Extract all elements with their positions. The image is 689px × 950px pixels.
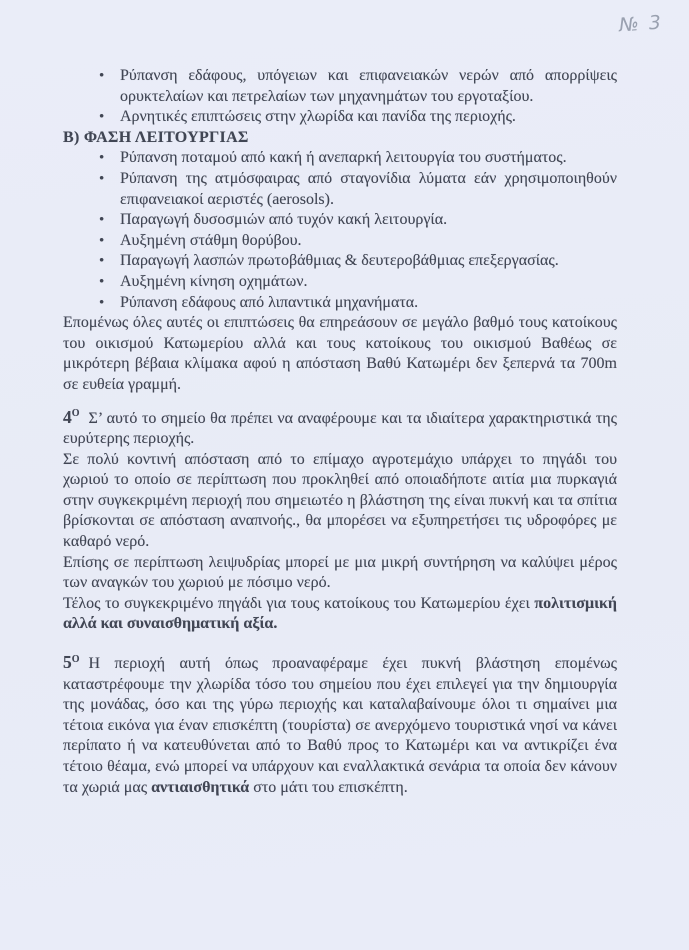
bullet-icon: • <box>99 232 105 249</box>
bullet-icon: • <box>99 150 105 167</box>
list-item-text: Ρύπανση εδάφους από λιπαντικά μηχανήματα. <box>120 293 419 311</box>
section-4-well-paragraph: Σε πολύ κοντινή απόσταση από το επίμαχο αγροτεμάχιο υπάρχει το πηγάδι του χωριού το οποίο σε περίπτωση που προκληθεί από οποιαδήποτε αιτία μια πυρκαγιά στην συγκεκριμένη περιοχή που σημειωτέο η βλάστηση της είναι πυκνή και τα σπίτια βρίσκονται σε απόσταση αναπνοής., θα μπορέσει να εξυπηρετήσει τις υδροφόρες με καθαρό νερό. <box>63 450 617 551</box>
conclusion-paragraph: Επομένως όλες αυτές οι επιπτώσεις θα επηρεάσουν σε μεγάλο βαθμό τους κατοίκους του οικισμού Κατωμερίου αλλά και τους κατοίκους του οικισμού Βαθέως σε μικρότερη βέβαια κλίμακα αφού η απόσταση Βαθύ Κατωμέρι δεν ξεπερνά τα 700m σε ευθεία γραμμή. <box>63 314 617 393</box>
list-item-text: Ρύπανση ποταμού από κακή ή ανεπαρκή λειτουργία του συστήματος. <box>120 149 567 167</box>
section-4-value-text: Τέλος το συγκεκριμένο πηγάδι για τους κατοίκους του Κατωμερίου έχει <box>63 594 535 612</box>
section-4-number: 4 <box>63 406 72 427</box>
section-5-bold: αντιαισθητικά <box>151 778 250 796</box>
section-b-heading: Β) ΦΑΣΗ ΛΕΙΤΟΥΡΓΙΑΣ <box>63 128 249 146</box>
section-4-value-paragraph <box>63 594 617 635</box>
list-item <box>63 293 617 314</box>
list-item <box>63 251 617 272</box>
section-5-paragraph <box>63 652 617 798</box>
list-item <box>63 169 617 210</box>
section-5-ordinal: Ο <box>71 653 80 665</box>
construction-phase-impact-list <box>63 66 617 128</box>
list-item <box>63 66 617 107</box>
list-item <box>63 210 617 231</box>
section-5-text-end: στο μάτι του επισκέπτη. <box>249 778 408 796</box>
list-item-text: Παραγωγή λασπών πρωτοβάθμιας & δευτεροβάθμιας επεξεργασίας. <box>120 252 559 270</box>
bullet-icon: • <box>99 253 105 270</box>
section-5-number: 5 <box>63 652 72 673</box>
bullet-icon: • <box>99 68 105 84</box>
section-5-text: Η περιοχή αυτή όπως προαναφέραμε έχει πυκνή βλάστηση επομένως καταστρέφουμε την χλωρίδα τόσο του σημείου που έχει επιλεγεί για την δημιουργία της μονάδας, όσο και της γύρω περιοχής και καταλαβαίνουμε όλοι τι σημαίνει μια τέτοια εικόνα για έναν επισκέπτη (τουρίστα) σε ανερχόμενο τουριστικά νησί να κάνει περίπατο ή να κατευθύνεται από το Βαθύ προς το Κατωμέρι και να αντικρίζει ένα τέτοιο θέαμα, ενώ μπορεί να υπάρχουν και εναλλακτικά σενάρια τα οποία δεν κάνουν τα χωριά μας <box>63 655 617 796</box>
section-4-intro-text: Σ’ αυτό το σημείο θα πρέπει να αναφέρουμε και τα ιδιαίτερα χαρακτηριστικά της ευρύτερης περιοχής. <box>63 409 617 448</box>
list-item <box>63 148 617 169</box>
list-item <box>63 272 617 293</box>
section-4-value-bold: πολιτισμική αλλά και συναισθηματική αξία. <box>63 594 617 633</box>
bullet-icon: • <box>99 294 105 311</box>
handwritten-page-number: № 3 <box>618 11 664 37</box>
list-item-text: Αυξημένη κίνηση οχημάτων. <box>120 272 308 290</box>
document-body <box>63 66 617 798</box>
operation-phase-impact-list <box>63 148 617 313</box>
section-4-intro-paragraph <box>63 407 617 450</box>
list-item-text: Ρύπανση εδάφους, υπόγειων και επιφανειακών νερών από απορρίψεις ορυκτελαίων και πετρελαίων των μηχανημάτων του εργοταξίου. <box>120 67 617 105</box>
bullet-icon: • <box>99 109 105 126</box>
list-item-text: Ρύπανση της ατμόσφαιρας από σταγονίδια λύματα εάν χρησιμοποιηθούν επιφανειακοί αεριστές (aerosols). <box>120 169 617 208</box>
list-item-text: Αρνητικές επιπτώσεις στην χλωρίδα και πανίδα της περιοχής. <box>120 108 516 126</box>
list-item-text: Παραγωγή δυσοσμιών από τυχόν κακή λειτουργία. <box>120 211 448 229</box>
bullet-icon: • <box>99 212 105 229</box>
section-4-drought-paragraph: Επίσης σε περίπτωση λειψυδρίας μπορεί με μια μικρή συντήρηση να καλύψει μέρος των αναγκών του χωριού με πόσιμο νερό. <box>63 553 617 592</box>
bullet-icon: • <box>99 170 105 187</box>
list-item-text: Αυξημένη στάθμη θορύβου. <box>120 231 302 249</box>
section-4-ordinal: Ο <box>71 408 80 420</box>
list-item <box>63 231 617 252</box>
list-item <box>63 107 617 128</box>
bullet-icon: • <box>99 273 105 290</box>
